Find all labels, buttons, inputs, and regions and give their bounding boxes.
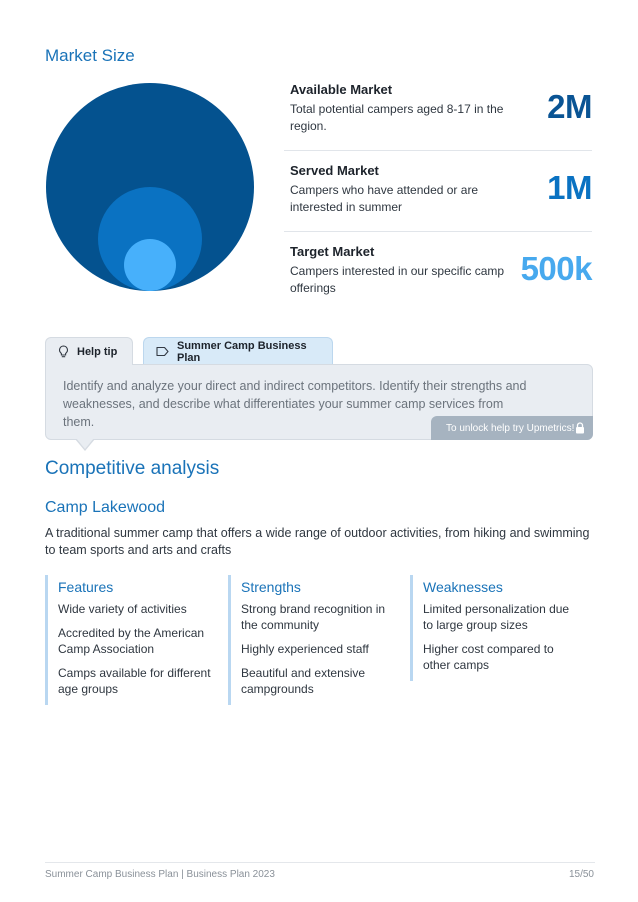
list-item: Highly experienced staff [241,642,369,656]
strengths-title: Strengths [241,579,301,595]
tab-help-tip-label: Help tip [77,345,118,358]
list-item: Wide variety of activities [58,602,187,616]
target-market-value: 500k [520,250,592,287]
served-market-row [284,151,592,232]
footer-divider [45,862,595,863]
competitive-analysis-title: Competitive analysis [45,458,220,479]
available-market-row [284,70,592,151]
tab-help-tip[interactable] [45,337,133,365]
footer-document-title: Summer Camp Business Plan | Business Plan 2023 [45,869,275,880]
unlock-help-label: To unlock help try Upmetrics! [446,422,575,434]
lock-icon [575,422,585,434]
weaknesses-title: Weaknesses [423,579,503,595]
features-title: Features [58,579,114,595]
unlock-help-button[interactable] [431,416,593,440]
features-column [45,575,215,705]
competitor-description: A traditional summer camp that offers a wide range of outdoor activities, from hiking and swimming to team sports and arts and crafts [45,526,590,557]
list-item: Camps available for different age groups [58,666,211,696]
help-tip-pointer [75,439,95,451]
list-item: Beautiful and extensive campgrounds [241,666,366,696]
target-market-title: Target Market [290,244,375,259]
help-tip-box [45,364,593,440]
tab-summer-camp-business-plan[interactable] [143,337,333,365]
market-size-title: Market Size [45,46,135,65]
available-market-value: 2M [547,88,592,125]
served-market-title: Served Market [290,163,379,178]
list-item: Limited personalization due to large group sizes [423,602,570,632]
target-market-circle [124,239,176,291]
tab-plan-label: Summer Camp Business Plan [177,339,307,364]
strengths-column [228,575,398,705]
tag-icon [156,346,169,357]
available-market-title: Available Market [290,82,393,97]
list-item: Higher cost compared to other camps [423,642,554,672]
help-tip-text: Identify and analyze your direct and indirect competitors. Identify their strengths and weaknesses, and describe what differentiates your summer camp services from them. [63,379,527,429]
list-item: Strong brand recognition in the community [241,602,386,632]
lightbulb-icon [58,345,69,358]
footer-page-number: 15/50 [568,869,594,880]
weaknesses-column [410,575,580,681]
market-size-circles [45,82,255,292]
target-market-description: Campers interested in our specific camp offerings [290,264,505,295]
list-item: Accredited by the American Camp Association [58,626,205,656]
served-market-description: Campers who have attended or are interested in summer [290,183,479,214]
available-market-description: Total potential campers aged 8-17 in the region. [290,102,504,133]
served-market-value: 1M [547,169,592,206]
target-market-row [284,232,592,313]
market-size-list [284,70,592,313]
competitor-name: Camp Lakewood [45,499,166,516]
